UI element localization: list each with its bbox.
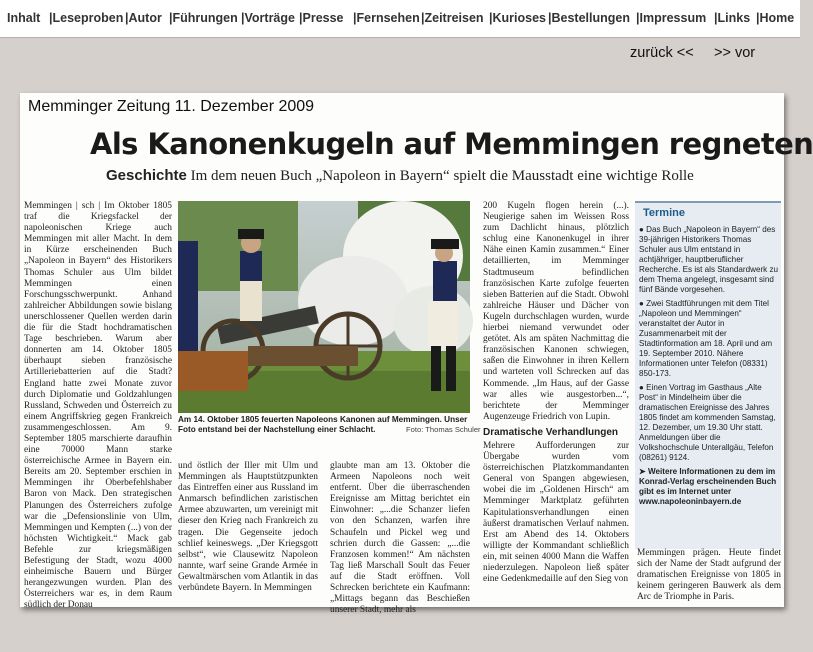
battle-reenactment-image [178, 201, 470, 413]
nav-fernsehen[interactable]: |Fernsehen [353, 11, 420, 25]
article-column-5: Memmingen prägen. Heute findet sich der Name der Stadt aufgrund der dramatischen Ereignisse von 1805 in keinem geringeren Bauwerk als dem Arc de Triomphe in Paris. [637, 548, 781, 603]
article-column-4 [483, 201, 629, 601]
termine-item: ● Das Buch „Napoleon in Bayern“ des 39-jährigen Historikers Thomas Schuler aus Ulm entstand in achtjähriger, hauptberuflicher Recherche. Es ist als Standardwerk zu dem Thema angelegt, insgesamt sind fünf Bände vorgesehen. [639, 225, 779, 294]
nav-presse[interactable]: |Presse [299, 11, 344, 25]
article-column-3: glaubte man am 13. Oktober die Armeen Napoleons noch weit entfernt. Über die überraschenden Ereignisse am Mittag berichtet ein Einwohner: „...die Schanzer liefen von den Schanzen, warfen ihre Schaufeln und Pickel weg und schrien durch die Gassen: „...die Franzosen kommen!“ Am nächsten Tag ließ Marschall Soult das Feuer auf die Stadt eröffnen. Voll Schrecken berichtete ein Kaufmann: „Mittags begann das Beschießen unserer Stadt, mehr als [330, 461, 470, 616]
nav-home[interactable]: |Home [756, 11, 795, 25]
nav-fuehrungen[interactable]: |Führungen [169, 11, 238, 25]
article-photo [178, 201, 470, 413]
termine-item: ➤ Weitere Informationen zu dem im Konrad-Verlag erscheinenden Buch gibt es im Internet unter www.napoleoninbayern.de [639, 467, 777, 506]
nav-impressum[interactable]: |Impressum [636, 11, 707, 25]
column-4-subheading: Dramatische Verhandlungen [483, 426, 619, 438]
nav-zeitreisen[interactable]: |Zeitreisen [421, 11, 484, 25]
article-subheadline [106, 167, 694, 185]
termine-item: ● Einen Vortrag im Gasthaus „Alte Post“ in Mindelheim über die dramatischen Ereignisse des Jahres 1805 findet am kommenden Samstag, 12. Dezember, um 19.30 Uhr statt. Anmeldungen über die Volkshochschule Unterallgäu, Telefon (08261) 9124. [639, 383, 776, 462]
nav-kurioses[interactable]: |Kurioses [489, 11, 546, 25]
back-link[interactable]: zurück << [630, 45, 694, 61]
article-column-2: und östlich der Iller mit Ulm und Memmingen als Hauptstützpunkten das Eintreffen einer aus Russland im Anmarsch befindlichen zaristischen Armee abzuwarten, um vereinigt mit dieser den Krieg nach Frankreich zu tragen. Die Gegenseite jedoch schlief keineswegs. „Der Kriegsgott selbst“, wie Clausewitz Napoleon nannte, warf seine Grande Armée in Gewaltmärschen vom Atlantik in das verbündete Bayern. In Memmingen [178, 461, 318, 594]
clipping-source: Memminger Zeitung 11. Dezember 2009 [28, 98, 315, 115]
photo-credit: Foto: Thomas Schuler [406, 425, 481, 434]
nav-autor[interactable]: |Autor [125, 11, 162, 25]
nav-leseproben[interactable]: |Leseproben [49, 11, 124, 25]
nav-links[interactable]: |Links [714, 11, 751, 25]
article-column-1: Memmingen | sch | Im Oktober 1805 traf die Kriegsfackel der napoleonischen Kriege auch Memmingen mit aller Macht. In dem in Kürze erscheinenden Buch „Napoleon in Bayern“ des Historikers Thomas Schuler aus Ulm bildet Memmingen einen Forschungsschwerpunkt. Anhand zahlreicher Abbildungen sowie bislang unerschlossener Quellen werden darin die für die Stadt hochdramatischen Tage beschrieben. Warum aber donnerten am 14. Oktober 1805 überhaupt sieben französische Artilleriebatterien auf die Stadt? England hatte zwei Monate zuvor durch Diplomatie und Goldzahlungen Russland, Schweden und Österreich zu einem Angriffskrieg gegen Frankreich zusammengeschlossen. Am 9. September 1805 marschierte daraufhin eine 70000 Mann starke österreichische Armee in Bayern ein. Bereits am 20. September erschien in Memmingen ihr Oberbefehlshaber Baron von Mack. Den strategischen Planungen des Österreichers zufolge war die „Defensionslinie von Ulm, Memmingen und Kempten (...) von der höchsten Wichtigkeit.“ Mack gab Befehle zur kriegsmäßigen Befestigung der Stadt, wozu 4000 einheimische Bauern und Bürger herangezwungen wurden. Plan des Österreichers war es, in dem Raum südlich der Donau [24, 201, 172, 611]
nav-inhalt[interactable]: Inhalt [7, 11, 41, 25]
column-4-text-bottom: Mehrere Aufforderungen zur Übergabe wurden vom österreichischen Platzkommandanten General von Spangen abgewiesen, wobei die im „Goldenen Hirsch“ am Memminger Marktplatz geführten Kapitulationsverhandlungen einen äußerst dramatischen Verlauf nahmen. Erst am Abend des 14. Oktobers willigte der Kommandant schließlich ein, mit seinen 4000 Mann die Waffen niederzulegen. Napoleon ließ später eine Gedenkmedaille auf den Sieg von [483, 440, 629, 585]
photo-caption: Am 14. Oktober 1805 feuerten Napoleons Kanonen auf Memmingen. Unser Foto entstand bei der Nachstellung einer Schlacht. [178, 415, 468, 434]
nav-bestellungen[interactable]: |Bestellungen [548, 11, 630, 25]
newspaper-clipping [20, 93, 813, 616]
termine-body [639, 225, 779, 511]
termine-box [635, 201, 781, 549]
next-link[interactable]: >> vor [714, 45, 756, 61]
column-4-text-top: 200 Kugeln flogen herein (...). Neugierige sahen im Weissen Ross zum Dachlicht hinaus, plötzlich schlug eine Kanonenkugel in ihrer Nähe einen Kamin zusammen.“ Einer detaillierten, im Memminger Stadtmuseum befindlichen französischen Karte zufolge feuerten sieben Batterien auf die Stadt. Obwohl zahlreiche Häuser und Dächer von Kugeln durchschlagen wurden, wurde hierbei niemand verwundet oder getötet. Als am späten Nachmittag die französischen Kanonen schwiegen, saßen die Einwohner in ihren Kellern und warteten voll Schrecken auf das Kommende. „Im Haus, auf der Gasse war alles wie ausgestorben...“, berichtete der Memminger Augenzeuge Friedrich von Lupin. [483, 201, 629, 422]
nav-vortraege[interactable]: |Vorträge [241, 11, 295, 25]
article-headline: Als Kanonenkugeln auf Memmingen regneten [90, 127, 813, 161]
top-navigation [0, 0, 800, 38]
termine-item: ● Zwei Stadtführungen mit dem Titel „Napoleon und Memmingen“ veranstaltet der Autor in Zusammenarbeit mit der Stadtinformation am 18. April und am 19. September 2010. Nähere Informationen unter Telefon (08331) 850-173. [639, 299, 773, 378]
subheadline-kicker: Geschichte [106, 167, 187, 184]
subheadline-text: Im dem neuen Buch „Napoleon in Bayern“ spielt die Mausstadt eine wichtige Rolle [190, 168, 694, 184]
termine-title: Termine [643, 207, 685, 219]
